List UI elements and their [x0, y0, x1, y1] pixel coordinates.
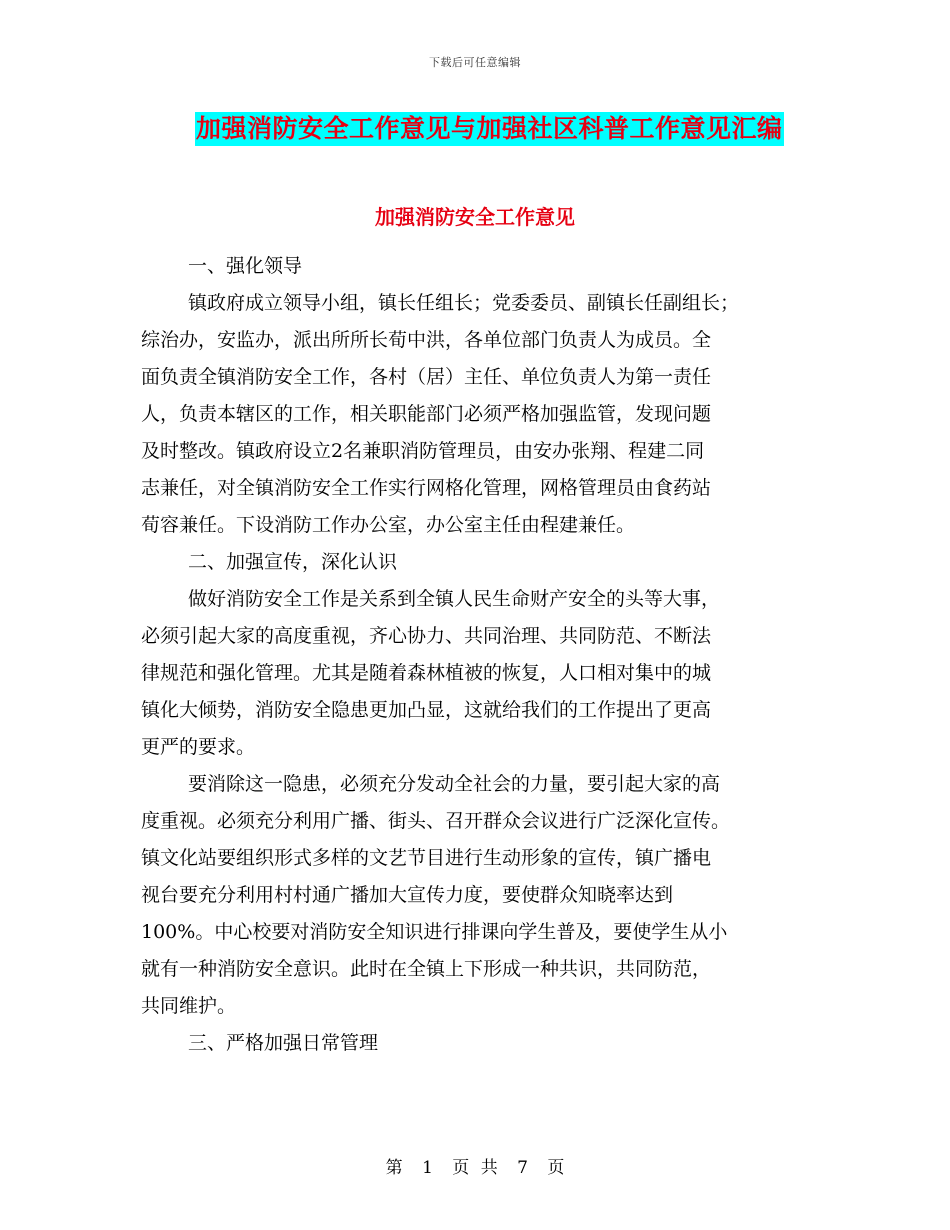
body-line: 做好消防安全工作是关系到全镇人民生命财产安全的头等大事，	[188, 588, 721, 610]
footer-page-number: 1	[422, 1158, 433, 1178]
section-title: 加强消防安全工作意见	[375, 205, 575, 229]
footer-prefix: 第	[385, 1158, 403, 1178]
main-title-block	[195, 112, 784, 146]
footer-total-pages: 7	[517, 1158, 528, 1178]
document-body	[141, 248, 809, 1062]
body-line: 要消除这一隐患，必须充分发动全社会的力量，要引起大家的高	[188, 773, 721, 795]
body-line: 镇化大倾势，消防安全隐患更加凸显，这就给我们的工作提出了更高	[141, 699, 712, 721]
body-line: 更严的要求。	[141, 736, 256, 758]
body-line: 荀容兼任。下设消防工作办公室，办公室主任由程建兼任。	[141, 514, 636, 536]
page-footer	[0, 1153, 950, 1178]
body-line: 共同维护。	[141, 995, 237, 1017]
body-line: 律规范和强化管理。尤其是随着森林植被的恢复，人口相对集中的城	[141, 662, 712, 684]
main-title: 加强消防安全工作意见与加强社区科普工作意见汇编	[195, 112, 784, 146]
body-line: 三、严格加强日常管理	[188, 1032, 379, 1054]
header-note: 下载后可任意编辑	[429, 56, 521, 69]
footer-middle: 页 共	[452, 1158, 498, 1178]
body-line: 面负责全镇消防安全工作，各村（居）主任、单位负责人为第一责任	[141, 366, 712, 388]
body-line: 100%。中心校要对消防安全知识进行排课向学生普及，要使学生从小	[141, 921, 728, 943]
body-line: 人，负责本辖区的工作，相关职能部门必须严格加强监管，发现问题	[141, 403, 712, 425]
body-line: 一、强化领导	[188, 255, 303, 277]
body-line: 度重视。必须充分利用广播、街头、召开群众会议进行广泛深化宣传。	[141, 810, 731, 832]
body-line: 及时整改。镇政府设立2名兼职消防管理员，由安办张翔、程建二同	[141, 440, 705, 462]
body-line: 综治办，安监办，派出所所长荀中洪，各单位部门负责人为成员。全	[141, 329, 712, 351]
body-line: 镇政府成立领导小组，镇长任组长；党委委员、副镇长任副组长；	[188, 292, 740, 314]
body-line: 就有一种消防安全意识。此时在全镇上下形成一种共识，共同防范，	[141, 958, 712, 980]
footer-suffix: 页	[547, 1158, 565, 1178]
body-line: 二、加强宣传，深化认识	[188, 551, 398, 573]
body-line: 必须引起大家的高度重视，齐心协力、共同治理、共同防范、不断法	[141, 625, 712, 647]
body-line: 视台要充分利用村村通广播加大宣传力度，要使群众知晓率达到	[141, 884, 674, 906]
body-line: 志兼任，对全镇消防安全工作实行网格化管理，网格管理员由食药站	[141, 477, 712, 499]
body-line: 镇文化站要组织形式多样的文艺节目进行生动形象的宣传，镇广播电	[141, 847, 712, 869]
